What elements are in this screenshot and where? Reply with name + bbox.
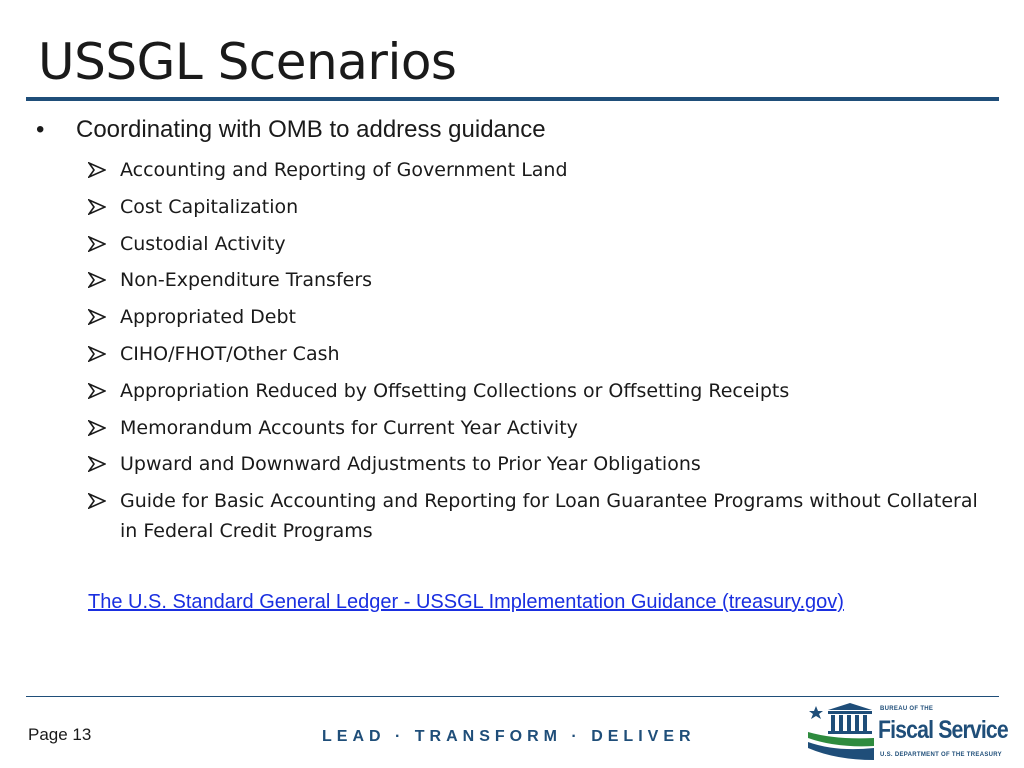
footer-divider — [26, 696, 999, 697]
arrow-bullet-icon — [88, 456, 106, 472]
arrow-bullet-icon — [88, 346, 106, 362]
list-item-text: Accounting and Reporting of Government Land — [120, 159, 568, 181]
list-item — [88, 302, 988, 332]
arrow-bullet-icon — [88, 309, 106, 325]
arrow-bullet-icon — [88, 236, 106, 252]
arrow-bullet-icon — [88, 493, 106, 509]
ussgl-guidance-link[interactable]: The U.S. Standard General Ledger - USSGL Implementation Guidance (treasury.gov) — [88, 591, 844, 613]
main-bullet-text: Coordinating with OMB to address guidance — [76, 116, 546, 143]
arrow-bullet-icon — [88, 162, 106, 178]
list-item — [88, 265, 988, 295]
bullet-marker: • — [36, 116, 45, 143]
logo-name: Fiscal Service — [878, 716, 1008, 744]
list-item-text: Appropriation Reduced by Offsetting Collections or Offsetting Receipts — [120, 379, 790, 402]
logo-bottom-line: U.S. DEPARTMENT OF THE TREASURY — [880, 752, 1002, 758]
list-item-text: Non-Expenditure Transfers — [120, 269, 373, 292]
arrow-bullet-icon — [88, 272, 106, 288]
list-item — [88, 449, 988, 479]
list-item-text: Guide for Basic Accounting and Reporting for Loan Guarantee Programs without Collateral in Federal Credit Programs — [120, 490, 978, 543]
list-item — [88, 486, 988, 546]
list-item-text: Custodial Activity — [120, 232, 286, 255]
arrow-bullet-icon — [88, 199, 106, 215]
list-item-text: Appropriated Debt — [120, 306, 297, 329]
fiscal-service-logo — [806, 702, 1008, 762]
list-item — [88, 229, 988, 259]
list-item-text: Cost Capitalization — [120, 195, 299, 218]
logo-top-line: BUREAU OF THE — [880, 706, 934, 712]
list-item-text: Memorandum Accounts for Current Year Activity — [120, 416, 578, 439]
page-number: Page 13 — [28, 725, 92, 744]
sub-bullet-list — [88, 155, 988, 553]
list-item — [88, 376, 988, 406]
main-bullet — [36, 116, 546, 144]
tagline: LEAD · TRANSFORM · DELIVER — [322, 728, 696, 745]
list-item — [88, 155, 988, 185]
arrow-bullet-icon — [88, 383, 106, 399]
list-item-text: CIHO/FHOT/Other Cash — [120, 342, 340, 365]
star-icon — [809, 706, 823, 719]
list-item — [88, 192, 988, 222]
list-item — [88, 413, 988, 443]
arrow-bullet-icon — [88, 420, 106, 436]
title-divider — [26, 97, 999, 101]
list-item-text: Upward and Downward Adjustments to Prior Year Obligations — [120, 453, 701, 476]
slide-title: USSGL Scenarios — [38, 33, 457, 91]
list-item — [88, 339, 988, 369]
treasury-building-icon — [806, 702, 876, 762]
